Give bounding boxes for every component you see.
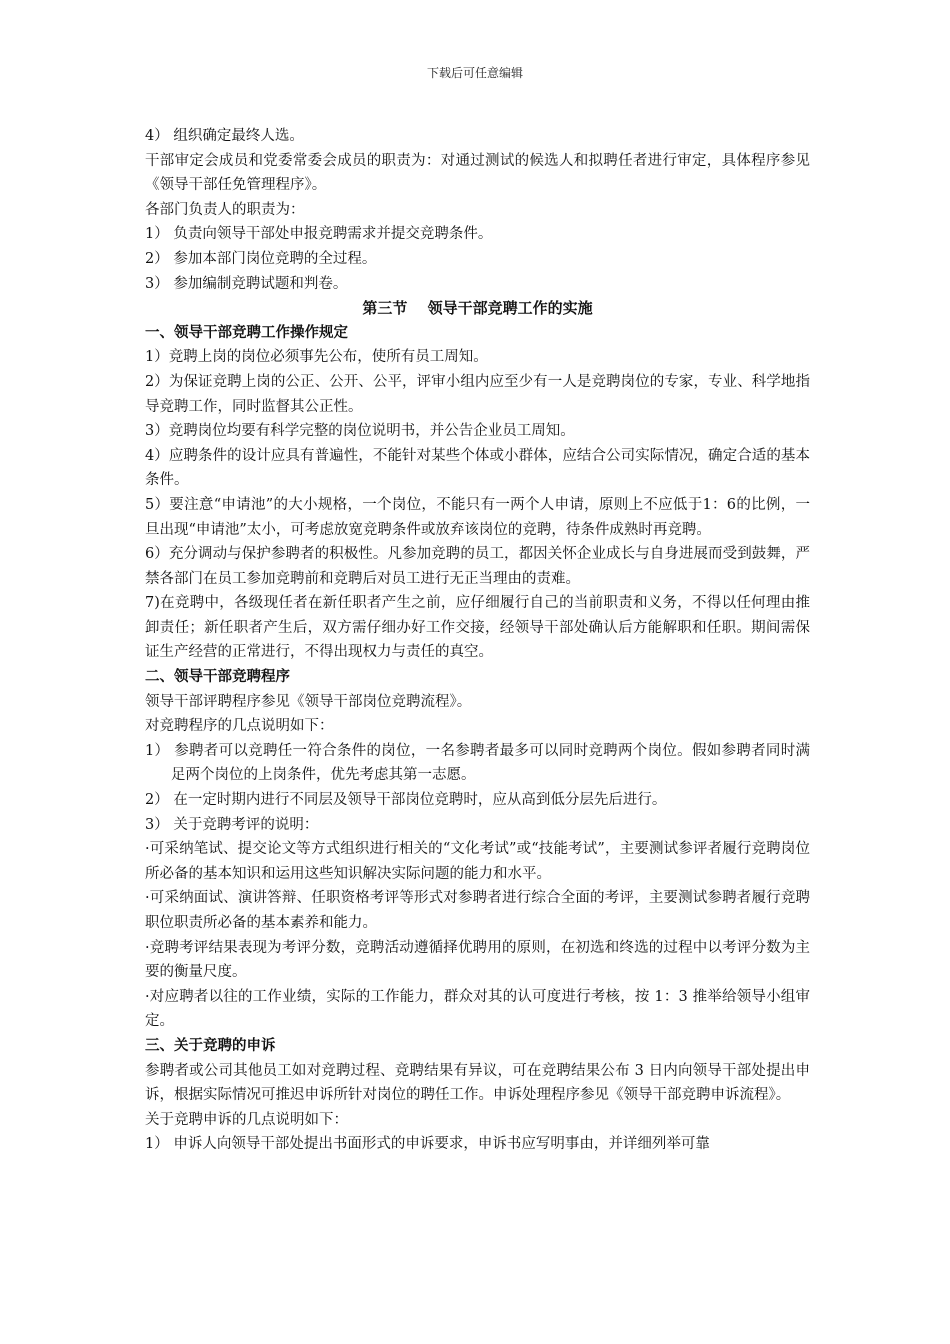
paragraph: 7)在竞聘中，各级现任者在新任职者产生之前，应仔细履行自己的当前职责和义务，不得以任何理由推卸责任；新任职者产生后，双方需仔细办好工作交接，经领导干部处确认后方能解职和任职。期间需保证生产经营的正常进行，不得出现权力与责任的真空。 — [145, 595, 810, 661]
section-title: 第三节 领导干部竞聘工作的实施 — [362, 299, 593, 318]
paragraph: 关于竞聘申诉的几点说明如下： — [145, 1111, 348, 1128]
paragraph: 对竞聘程序的几点说明如下： — [145, 718, 334, 735]
paragraph: 3） 关于竞聘考评的说明： — [145, 816, 319, 833]
paragraph: 2） 在一定时期内进行不同层及领导干部岗位竞聘时，应从高到低分层先后进行。 — [145, 792, 667, 809]
list-item: 1） 参聘者可以竞聘任一符合条件的岗位，一名参聘者最多可以同时竞聘两个岗位。假如参聘者同时满足两个岗位的上岗条件，优先考虑其第一志愿。 — [145, 742, 810, 784]
paragraph: 领导干部评聘程序参见《领导干部岗位竞聘流程》。 — [145, 693, 472, 710]
page-header: 下载后可任意编辑 — [426, 66, 523, 80]
paragraph: ·竞聘考评结果表现为考评分数，竞聘活动遵循择优聘用的原则，在初选和终选的过程中以考评分数为主要的衡量尺度。 — [145, 939, 810, 981]
paragraph: 4） 组织确定最终人选。 — [145, 128, 304, 144]
paragraph: 1）竞聘上岗的岗位必须事先公布，使所有员工周知。 — [145, 349, 488, 366]
section-heading: 三、关于竞聘的申诉 — [145, 1036, 276, 1054]
paragraph: ·可采纳面试、演讲答辩、任职资格考评等形式对参聘者进行综合全面的考评，主要测试参聘者履行竞聘职位职责所必备的基本素养和能力。 — [145, 890, 810, 931]
paragraph: 6）充分调动与保护参聘者的积极性。凡参加竞聘的员工，都因关怀企业成长与自身进展而受到鼓舞，严禁各部门在员工参加竞聘前和竞聘后对员工进行无正当理由的责难。 — [145, 546, 810, 587]
section-heading: 一、领导干部竞聘工作操作规定 — [145, 323, 348, 341]
paragraph: 各部门负责人的职责为： — [145, 201, 305, 218]
paragraph: 2）为保证竞聘上岗的公正、公开、公平，评审小组内应至少有一人是竞聘岗位的专家，专业、科学地指导竞聘工作，同时监督其公正性。 — [145, 373, 810, 415]
paragraph: 1） 申诉人向领导干部处提出书面形式的申诉要求，申诉书应写明事由，并详细列举可靠 — [145, 1136, 710, 1153]
paragraph: ·可采纳笔试、提交论文等方式组织进行相关的“文化考试”或“技能考试”，主要测试参评者履行竞聘岗位所必备的基本知识和运用这些知识解决实际问题的能力和水平。 — [145, 841, 810, 882]
section-heading: 二、领导干部竞聘程序 — [145, 668, 290, 686]
paragraph: 参聘者或公司其他员工如对竞聘过程、竞聘结果有异议，可在竞聘结果公布 3 日内向领导干部处提出申诉，根据实际情况可推迟申诉所针对岗位的聘任工作。申诉处理程序参见《领导干部竞聘申诉流程》。 — [145, 1062, 810, 1104]
paragraph: ·对应聘者以往的工作业绩，实际的工作能力，群众对其的认可度进行考核，按 1：3 推举给领导小组审定。 — [145, 988, 810, 1030]
document-body — [145, 124, 810, 1157]
paragraph: 4）应聘条件的设计应具有普遍性，不能针对某些个体或小群体，应结合公司实际情况，确定合适的基本条件。 — [145, 447, 810, 489]
paragraph: 3）竞聘岗位均要有科学完整的岗位说明书，并公告企业员工周知。 — [145, 423, 575, 440]
paragraph: 1） 负责向领导干部处申报竞聘需求并提交竞聘条件。 — [145, 226, 493, 243]
paragraph: 2） 参加本部门岗位竞聘的全过程。 — [145, 250, 377, 267]
paragraph: 5）要注意“申请池”的大小规格，一个岗位，不能只有一两个人申请，原则上不应低于1：6的比例，一旦出现“申请池”太小，可考虑放宽竞聘条件或放弃该岗位的竞聘，待条件成熟时再竞聘。 — [145, 496, 810, 538]
paragraph: 干部审定会成员和党委常委会成员的职责为：对通过测试的候选人和拟聘任者进行审定，具体程序参见《领导干部任免管理程序》。 — [145, 152, 810, 194]
paragraph: 3） 参加编制竞聘试题和判卷。 — [145, 275, 348, 292]
